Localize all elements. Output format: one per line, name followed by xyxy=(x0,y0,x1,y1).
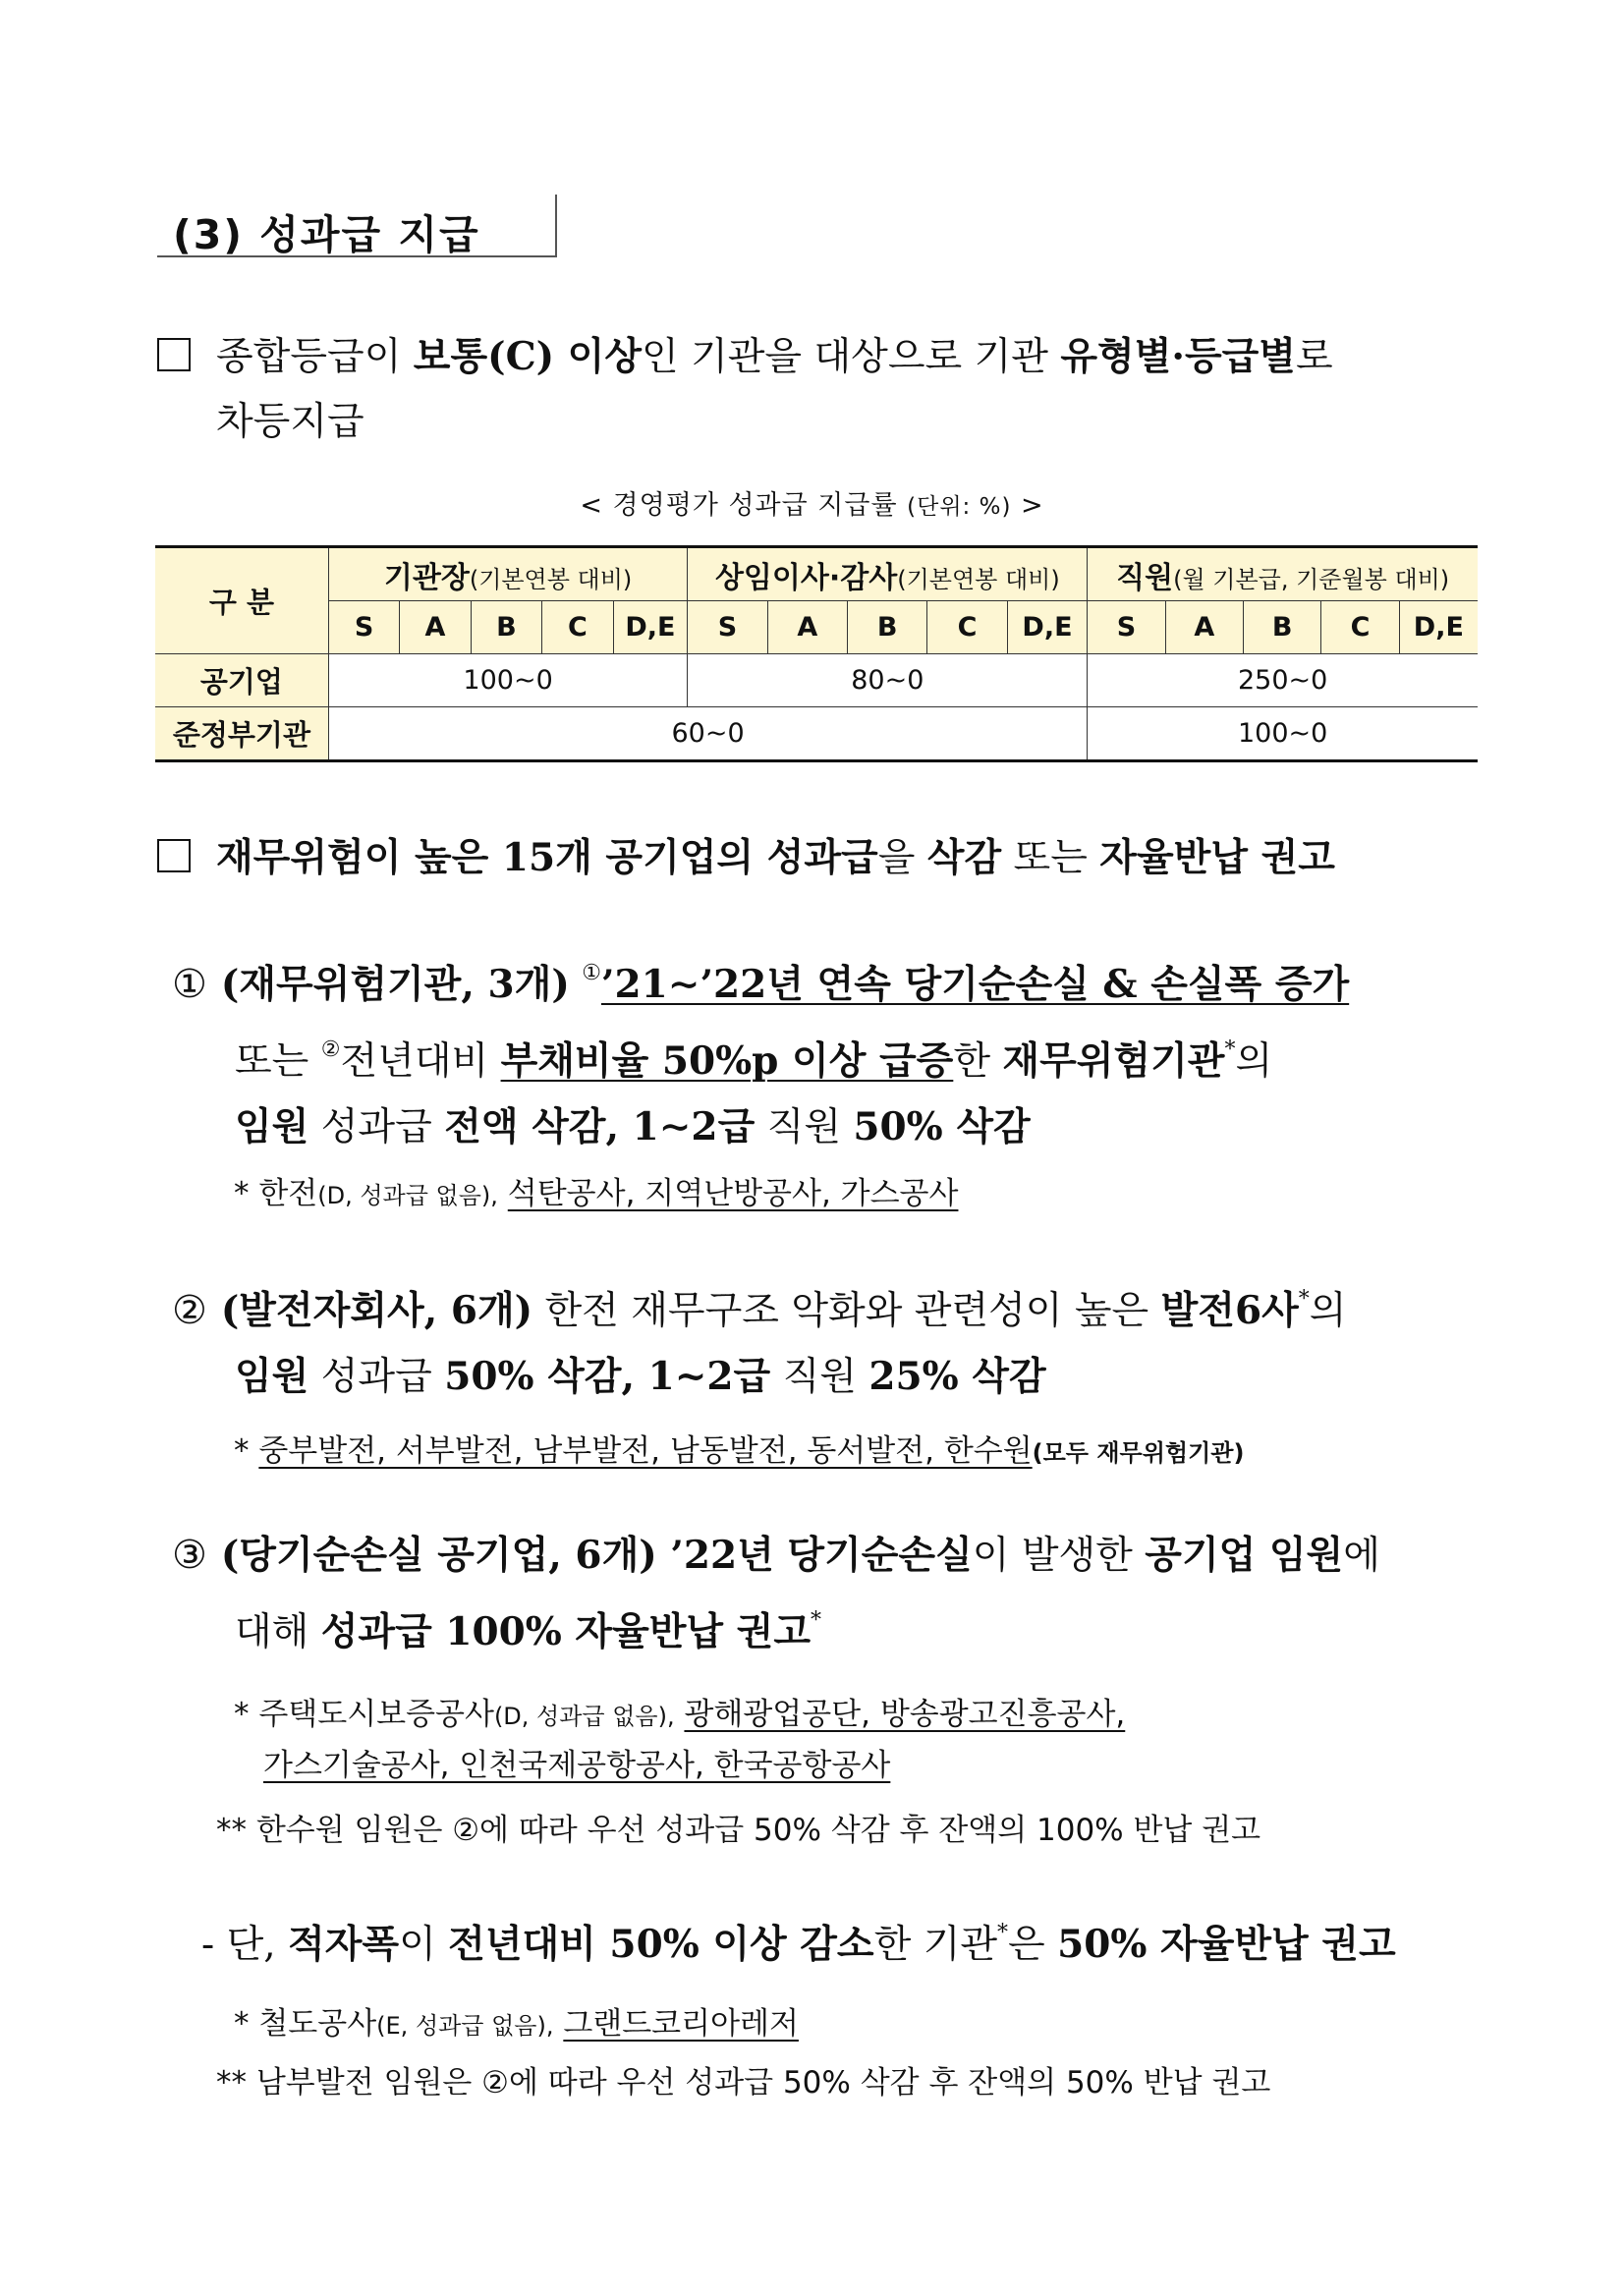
grade-cell: S xyxy=(688,601,767,654)
checkbox-bullet-icon xyxy=(157,839,191,872)
grade-cell: A xyxy=(767,601,847,654)
bonus-rate-table xyxy=(155,545,1478,762)
table-row xyxy=(155,654,1478,707)
dash-item: - 단, 적자폭이 전년대비 50% 이상 감소한 기관*은 50% 자율반납 권고 xyxy=(201,1921,1396,1967)
item-2-note: * 중부발전, 서부발전, 남부발전, 남동발전, 동서발전, 한수원(모두 재무위험기관) xyxy=(234,1433,1245,1469)
row-header-label: 구 분 xyxy=(155,547,328,654)
grade-cell: B xyxy=(847,601,926,654)
grade-cell: B xyxy=(1244,601,1321,654)
dash-note-1: * 철도공사(E, 성과급 없음), 그랜드코리아레저 xyxy=(234,2006,799,2042)
rate-cell: 100~0 xyxy=(1088,707,1478,761)
grade-cell: B xyxy=(471,601,541,654)
table-row xyxy=(155,707,1478,761)
item-2: ② (발전자회사, 6개) 한전 재무구조 악화와 관련성이 높은 발전6사*의 임원 성과급 50% 삭감, 1~2급 직원 25% 삭감 xyxy=(172,1287,1347,1399)
rate-cell: 250~0 xyxy=(1088,654,1478,707)
rate-cell: 60~0 xyxy=(328,707,1087,761)
item-1: ① (재무위험기관, 3개) ①’21∼’22년 연속 당기순손실 & 손실폭 증가 또는 ②전년대비 부채비율 50%p 이상 급증한 재무위험기관*의 임원 성과급 전액 삭감, 1∼2급 직원 50% 삭감 xyxy=(172,961,1350,1149)
paragraph-1: 종합등급이 보통(C) 이상인 기관을 대상으로 기관 유형별·등급별로 차등지급 xyxy=(157,324,1484,455)
table-caption: < 경영평가 성과급 지급률 (단위: %) > xyxy=(580,490,1044,521)
dash-note-2: ** 남부발전 임원은 ②에 따라 우선 성과급 50% 삭감 후 잔액의 50% 반납 권고 xyxy=(216,2065,1271,2100)
item-3-note-2: ** 한수원 임원은 ②에 따라 우선 성과급 50% 삭감 후 잔액의 100% 반납 권고 xyxy=(216,1813,1261,1848)
grade-cell: C xyxy=(542,601,613,654)
grade-cell: C xyxy=(1321,601,1399,654)
group-header-ceo: 기관장(기본연봉 대비) xyxy=(328,547,687,601)
grade-cell: S xyxy=(328,601,399,654)
grade-cell: A xyxy=(400,601,471,654)
item-1-note: * 한전(D, 성과급 없음), 석탄공사, 지역난방공사, 가스공사 xyxy=(234,1176,959,1211)
group-header-director: 상임이사·감사(기본연봉 대비) xyxy=(688,547,1088,601)
section-title: (3) 성과급 지급 xyxy=(173,211,480,258)
grade-cell: D,E xyxy=(1399,601,1478,654)
grade-cell: D,E xyxy=(1007,601,1088,654)
grade-cell: S xyxy=(1088,601,1165,654)
item-3-note-1: * 주택도시보증공사(D, 성과급 없음), 광해광업공단, 방송광고진흥공사, 가스기술공사, 인천국제공항공사, 한국공항공사 xyxy=(234,1697,1126,1783)
grade-cell: A xyxy=(1165,601,1243,654)
checkbox-bullet-icon xyxy=(157,338,191,371)
grade-cell: D,E xyxy=(613,601,688,654)
section-title-box xyxy=(157,195,557,257)
paragraph-2: 재무위험이 높은 15개 공기업의 성과급을 삭감 또는 자율반납 권고 xyxy=(157,825,1484,891)
row-label: 준정부기관 xyxy=(155,707,328,761)
row-label: 공기업 xyxy=(155,654,328,707)
group-header-staff: 직원(월 기본급, 기준월봉 대비) xyxy=(1088,547,1478,601)
grade-cell: C xyxy=(927,601,1007,654)
item-3: ③ (당기순손실 공기업, 6개) ’22년 당기순손실이 발생한 공기업 임원에 대해 성과급 100% 자율반납 권고* xyxy=(172,1533,1380,1654)
rate-cell: 100~0 xyxy=(328,654,687,707)
rate-cell: 80~0 xyxy=(688,654,1088,707)
